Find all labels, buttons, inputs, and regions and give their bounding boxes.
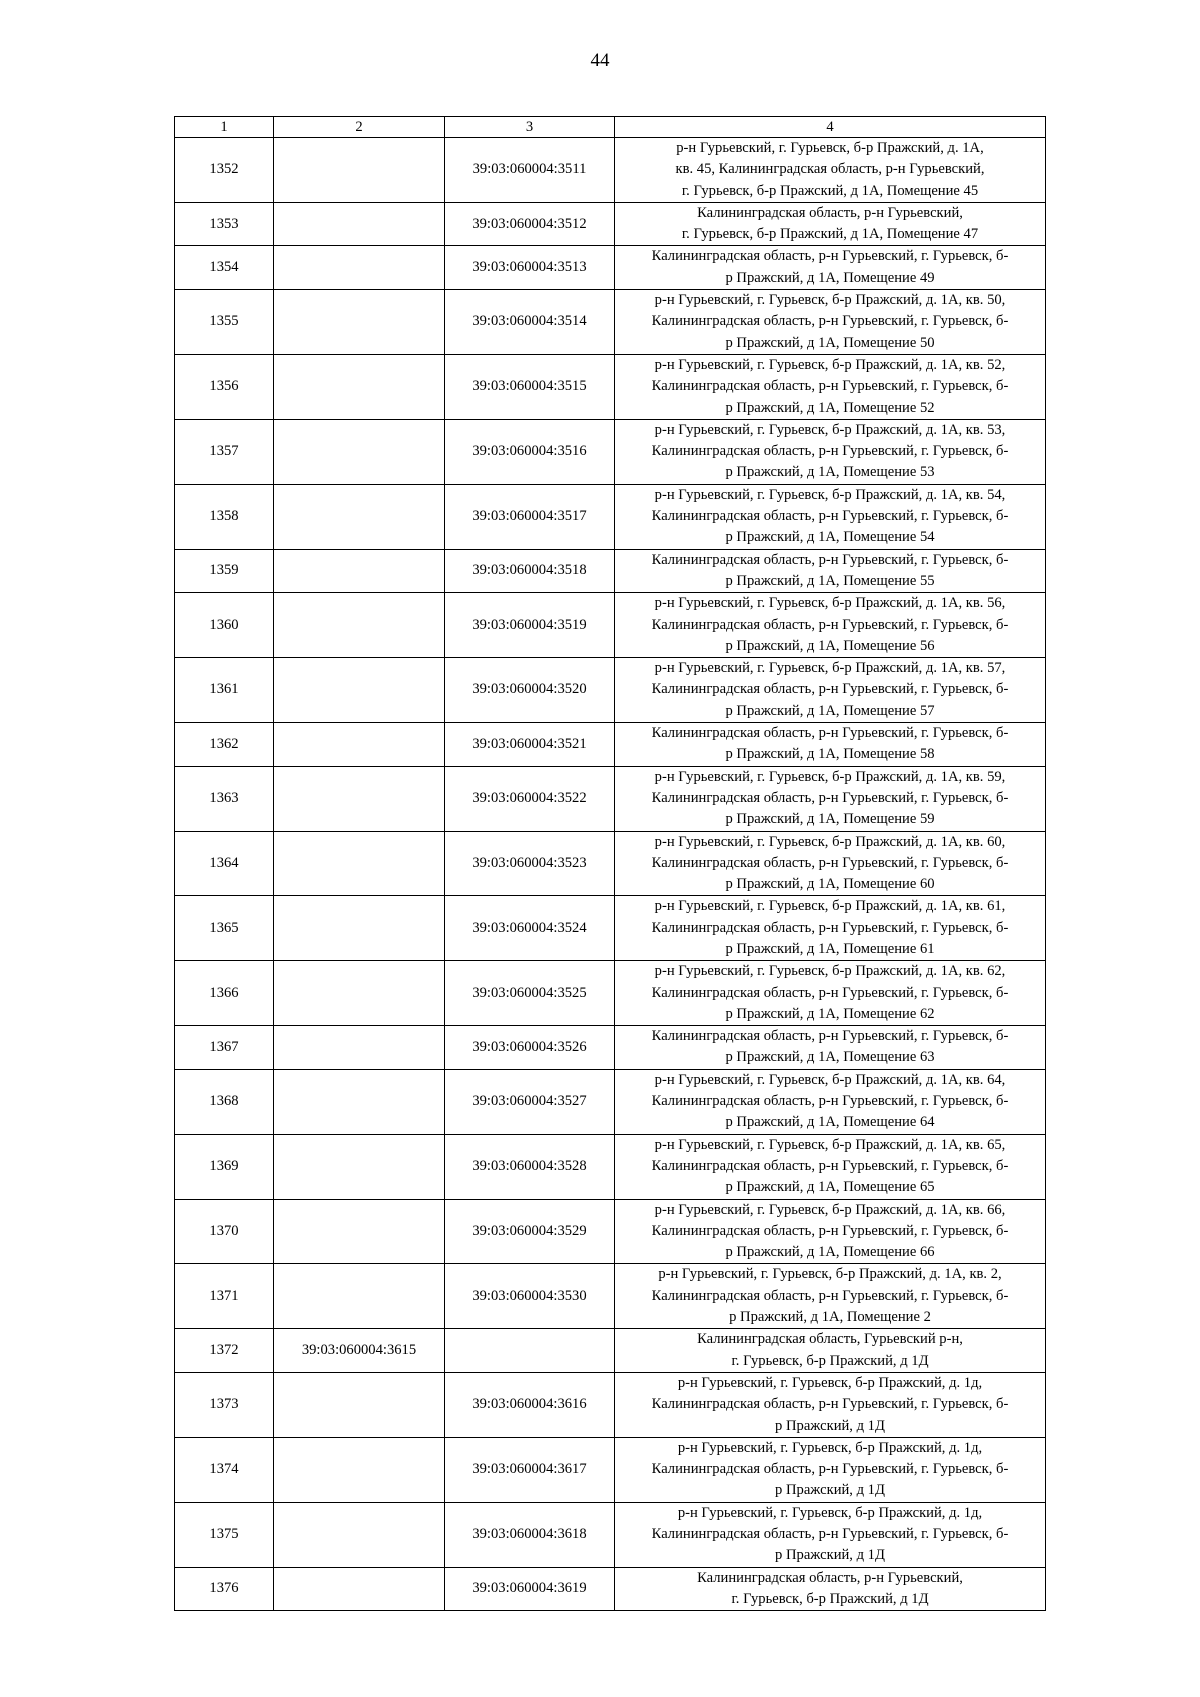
address-line: р Пражский, д 1А, Помещение 62 [725,1005,935,1022]
cadastral-number-cell: 39:03:060004:3616 [445,1372,615,1437]
table-row [175,246,1046,290]
address-line: г. Гурьевск, б-р Пражский, д 1Д [731,1352,929,1369]
cadastral-number-cell [445,1329,615,1373]
address-line: р-н Гурьевский, г. Гурьевск, б-р Пражский, д. 1А, кв. 53, [654,421,1006,438]
cadastral-number-cell [274,549,445,593]
address-line: Калининградская область, р-н Гурьевский, г. Гурьевск, б- [651,1222,1009,1239]
cadastral-number-cell [274,961,445,1026]
address-cell [615,1437,1046,1502]
cadastral-number-cell: 39:03:060004:3529 [445,1199,615,1264]
address-line: р Пражский, д 1А, Помещение 53 [725,464,935,481]
table-row [175,1264,1046,1329]
address-line: г. Гурьевск, б-р Пражский, д 1А, Помещение 47 [681,226,979,243]
address-line: Калининградская область, р-н Гурьевский, г. Гурьевск, б- [651,789,1009,806]
row-number-cell: 1370 [175,1199,274,1264]
address-cell [615,1069,1046,1134]
address-line: р Пражский, д 1Д [775,1482,885,1499]
cadastral-number-cell: 39:03:060004:3522 [445,766,615,831]
cadastral-number-cell [274,1437,445,1502]
address-line: р Пражский, д 1А, Помещение 50 [725,334,935,351]
cadastral-number-cell: 39:03:060004:3524 [445,896,615,961]
cadastral-number-cell: 39:03:060004:3515 [445,354,615,419]
address-line: г. Гурьевск, б-р Пражский, д 1А, Помещение 45 [681,182,979,199]
address-cell [615,202,1046,246]
table-row [175,354,1046,419]
address-cell [615,419,1046,484]
cadastral-number-cell: 39:03:060004:3615 [274,1329,445,1373]
header-col-2: 2 [274,117,445,138]
cadastral-number-cell: 39:03:060004:3513 [445,246,615,290]
row-number-cell: 1375 [175,1502,274,1567]
cadastral-number-cell [274,1264,445,1329]
address-line: р-н Гурьевский, г. Гурьевск, б-р Пражский, д. 1д, [677,1439,983,1456]
address-line: Калининградская область, р-н Гурьевский, г. Гурьевск, б- [651,1093,1009,1110]
cadastral-number-cell: 39:03:060004:3617 [445,1437,615,1502]
cadastral-number-cell: 39:03:060004:3523 [445,831,615,896]
address-line: р-н Гурьевский, г. Гурьевск, б-р Пражский, д. 1д, [677,1504,983,1521]
row-number-cell: 1373 [175,1372,274,1437]
cadastral-number-cell: 39:03:060004:3618 [445,1502,615,1567]
address-cell [615,549,1046,593]
cadastral-number-cell [274,419,445,484]
address-line: Калининградская область, р-н Гурьевский, г. Гурьевск, б- [651,919,1009,936]
row-number-cell: 1355 [175,290,274,355]
row-number-cell: 1372 [175,1329,274,1373]
address-line: Калининградская область, р-н Гурьевский, г. Гурьевск, б- [651,681,1009,698]
cadastral-number-cell [274,1134,445,1199]
row-number-cell: 1369 [175,1134,274,1199]
table-row [175,723,1046,767]
address-line: р Пражский, д 1А, Помещение 66 [725,1244,935,1261]
address-line: р-н Гурьевский, г. Гурьевск, б-р Пражский, д. 1д, [677,1374,983,1391]
address-line: р-н Гурьевский, г. Гурьевск, б-р Пражский, д. 1А, кв. 60, [654,833,1006,850]
cadastral-number-cell [274,723,445,767]
cadastral-number-cell: 39:03:060004:3530 [445,1264,615,1329]
address-line: р-н Гурьевский, г. Гурьевск, б-р Пражский, д. 1А, кв. 61, [654,898,1006,915]
address-cell [615,658,1046,723]
register-table [174,116,1046,1611]
address-line: г. Гурьевск, б-р Пражский, д 1Д [731,1590,929,1607]
address-line: Калининградская область, р-н Гурьевский, г. Гурьевск, б- [651,248,1009,265]
address-cell [615,1502,1046,1567]
address-line: Калининградская область, р-н Гурьевский, г. Гурьевск, б- [651,508,1009,525]
cadastral-number-cell [274,1069,445,1134]
row-number-cell: 1353 [175,202,274,246]
cadastral-number-cell: 39:03:060004:3516 [445,419,615,484]
row-number-cell: 1361 [175,658,274,723]
cadastral-number-cell: 39:03:060004:3512 [445,202,615,246]
address-cell [615,354,1046,419]
address-line: р Пражский, д 1А, Помещение 65 [725,1179,935,1196]
header-row [175,117,1046,138]
address-line: р Пражский, д 1А, Помещение 2 [729,1309,931,1326]
address-line: р-н Гурьевский, г. Гурьевск, б-р Пражский, д. 1А, кв. 52, [654,356,1006,373]
address-line: р-н Гурьевский, г. Гурьевск, б-р Пражский, д. 1А, кв. 66, [654,1201,1006,1218]
address-line: Калининградская область, р-н Гурьевский, г. Гурьевск, б- [651,313,1009,330]
cadastral-number-cell [274,1199,445,1264]
table-row [175,831,1046,896]
address-line: р-н Гурьевский, г. Гурьевск, б-р Пражский, д. 1А, [676,140,984,156]
cadastral-number-cell [274,1567,445,1611]
address-line: Калининградская область, Гурьевский р-н, [697,1331,963,1348]
address-line: р Пражский, д 1А, Помещение 57 [725,702,935,719]
address-line: Калининградская область, р-н Гурьевский, [697,204,963,221]
address-line: р-н Гурьевский, г. Гурьевск, б-р Пражский, д. 1А, кв. 64, [654,1071,1006,1088]
row-number-cell: 1363 [175,766,274,831]
cadastral-number-cell: 39:03:060004:3527 [445,1069,615,1134]
address-line: Калининградская область, р-н Гурьевский, г. Гурьевск, б- [651,984,1009,1001]
table-row [175,1199,1046,1264]
page-number: 44 [590,50,610,71]
table-row [175,1026,1046,1070]
address-cell [615,484,1046,549]
address-cell [615,138,1046,203]
table-row [175,961,1046,1026]
table-row [175,138,1046,203]
row-number-cell: 1354 [175,246,274,290]
cadastral-number-cell: 39:03:060004:3519 [445,593,615,658]
address-line: р-н Гурьевский, г. Гурьевск, б-р Пражский, д. 1А, кв. 50, [654,292,1006,309]
table-row [175,1502,1046,1567]
address-cell [615,1567,1046,1611]
address-cell [615,290,1046,355]
table-row [175,202,1046,246]
cadastral-number-cell: 39:03:060004:3520 [445,658,615,723]
cadastral-number-cell [274,896,445,961]
cadastral-number-cell: 39:03:060004:3528 [445,1134,615,1199]
address-line: Калининградская область, р-н Гурьевский, г. Гурьевск, б- [651,1287,1009,1304]
cadastral-number-cell [274,354,445,419]
table-row [175,484,1046,549]
header-col-4: 4 [615,117,1046,138]
address-line: р Пражский, д 1А, Помещение 59 [725,811,935,828]
address-line: р Пражский, д 1А, Помещение 63 [725,1049,935,1066]
address-line: р-н Гурьевский, г. Гурьевск, б-р Пражский, д. 1А, кв. 59, [654,768,1006,785]
row-number-cell: 1362 [175,723,274,767]
cadastral-number-cell [274,138,445,203]
cadastral-number-cell: 39:03:060004:3514 [445,290,615,355]
address-cell [615,1329,1046,1373]
table-row [175,766,1046,831]
address-line: р Пражский, д 1А, Помещение 49 [725,269,935,286]
table-row [175,593,1046,658]
row-number-cell: 1357 [175,419,274,484]
address-line: р-н Гурьевский, г. Гурьевск, б-р Пражский, д. 1А, кв. 65, [654,1136,1006,1153]
table-body [175,138,1046,1611]
cadastral-number-cell [274,290,445,355]
address-line: Калининградская область, р-н Гурьевский, г. Гурьевск, б- [651,1396,1009,1413]
address-line: р Пражский, д 1Д [775,1547,885,1564]
table-row [175,1329,1046,1373]
cadastral-number-cell [274,766,445,831]
row-number-cell: 1365 [175,896,274,961]
address-cell [615,1372,1046,1437]
cadastral-number-cell [274,246,445,290]
address-cell [615,1026,1046,1070]
row-number-cell: 1356 [175,354,274,419]
address-cell [615,831,1046,896]
header-col-1: 1 [175,117,274,138]
cadastral-number-cell [274,593,445,658]
address-cell [615,246,1046,290]
row-number-cell: 1360 [175,593,274,658]
row-number-cell: 1352 [175,138,274,203]
row-number-cell: 1364 [175,831,274,896]
table-row [175,549,1046,593]
row-number-cell: 1371 [175,1264,274,1329]
address-cell [615,593,1046,658]
address-line: р-н Гурьевский, г. Гурьевск, б-р Пражский, д. 1А, кв. 54, [654,486,1006,503]
row-number-cell: 1366 [175,961,274,1026]
address-cell [615,1199,1046,1264]
address-line: Калининградская область, р-н Гурьевский, г. Гурьевск, б- [651,443,1009,460]
address-line: Калининградская область, р-н Гурьевский, г. Гурьевск, б- [651,616,1009,633]
address-line: р Пражский, д 1Д [775,1417,885,1434]
address-line: р-н Гурьевский, г. Гурьевск, б-р Пражский, д. 1А, кв. 62, [654,963,1006,980]
address-line: Калининградская область, р-н Гурьевский, г. Гурьевск, б- [651,725,1009,742]
table-row [175,1567,1046,1611]
header-col-3: 3 [445,117,615,138]
cadastral-number-cell: 39:03:060004:3521 [445,723,615,767]
table-row [175,896,1046,961]
address-line: р Пражский, д 1А, Помещение 54 [725,529,935,546]
address-cell [615,1134,1046,1199]
cadastral-number-cell [274,831,445,896]
table-row [175,1437,1046,1502]
address-line: р Пражский, д 1А, Помещение 64 [725,1114,935,1131]
address-cell [615,1264,1046,1329]
table-row [175,658,1046,723]
address-line: Калининградская область, р-н Гурьевский, г. Гурьевск, б- [651,1526,1009,1542]
address-cell [615,723,1046,767]
table-row [175,1069,1046,1134]
address-line: р Пражский, д 1А, Помещение 55 [725,572,935,589]
address-line: Калининградская область, р-н Гурьевский, [697,1569,963,1586]
cadastral-number-cell: 39:03:060004:3525 [445,961,615,1026]
cadastral-number-cell [274,484,445,549]
address-cell [615,961,1046,1026]
address-line: р Пражский, д 1А, Помещение 52 [725,399,935,416]
address-line: Калининградская область, р-н Гурьевский, г. Гурьевск, б- [651,1157,1009,1174]
address-line: Калининградская область, р-н Гурьевский, г. Гурьевск, б- [651,1028,1009,1045]
address-line: р-н Гурьевский, г. Гурьевск, б-р Пражский, д. 1А, кв. 56, [654,595,1006,612]
cadastral-number-cell [274,1026,445,1070]
row-number-cell: 1368 [175,1069,274,1134]
table-row [175,419,1046,484]
table-header [175,117,1046,138]
row-number-cell: 1359 [175,549,274,593]
row-number-cell: 1376 [175,1567,274,1611]
address-cell [615,766,1046,831]
cadastral-number-cell [274,1502,445,1567]
address-line: р Пражский, д 1А, Помещение 56 [725,637,935,654]
cadastral-number-cell: 39:03:060004:3517 [445,484,615,549]
address-line: р-н Гурьевский, г. Гурьевск, б-р Пражский, д. 1А, кв. 2, [658,1266,1002,1283]
table-row [175,1372,1046,1437]
cadastral-number-cell: 39:03:060004:3619 [445,1567,615,1611]
table-row [175,290,1046,355]
address-line: Калининградская область, р-н Гурьевский, г. Гурьевск, б- [651,551,1009,568]
address-line: Калининградская область, р-н Гурьевский, г. Гурьевск, б- [651,378,1009,395]
address-line: р Пражский, д 1А, Помещение 58 [725,746,935,763]
address-line: р Пражский, д 1А, Помещение 60 [725,876,935,893]
address-cell [615,896,1046,961]
row-number-cell: 1374 [175,1437,274,1502]
cadastral-number-cell [274,1372,445,1437]
cadastral-number-cell: 39:03:060004:3526 [445,1026,615,1070]
address-line: Калининградская область, р-н Гурьевский, г. Гурьевск, б- [651,1461,1009,1478]
table-row [175,1134,1046,1199]
row-number-cell: 1358 [175,484,274,549]
address-line: кв. 45, Калининградская область, р-н Гурьевский, [675,161,985,178]
cadastral-number-cell [274,202,445,246]
cadastral-number-cell [274,658,445,723]
address-line: р Пражский, д 1А, Помещение 61 [725,940,935,957]
cadastral-number-cell: 39:03:060004:3511 [445,138,615,203]
cadastral-number-cell: 39:03:060004:3518 [445,549,615,593]
address-line: Калининградская область, р-н Гурьевский, г. Гурьевск, б- [651,854,1009,871]
row-number-cell: 1367 [175,1026,274,1070]
address-line: р-н Гурьевский, г. Гурьевск, б-р Пражский, д. 1А, кв. 57, [654,660,1006,677]
